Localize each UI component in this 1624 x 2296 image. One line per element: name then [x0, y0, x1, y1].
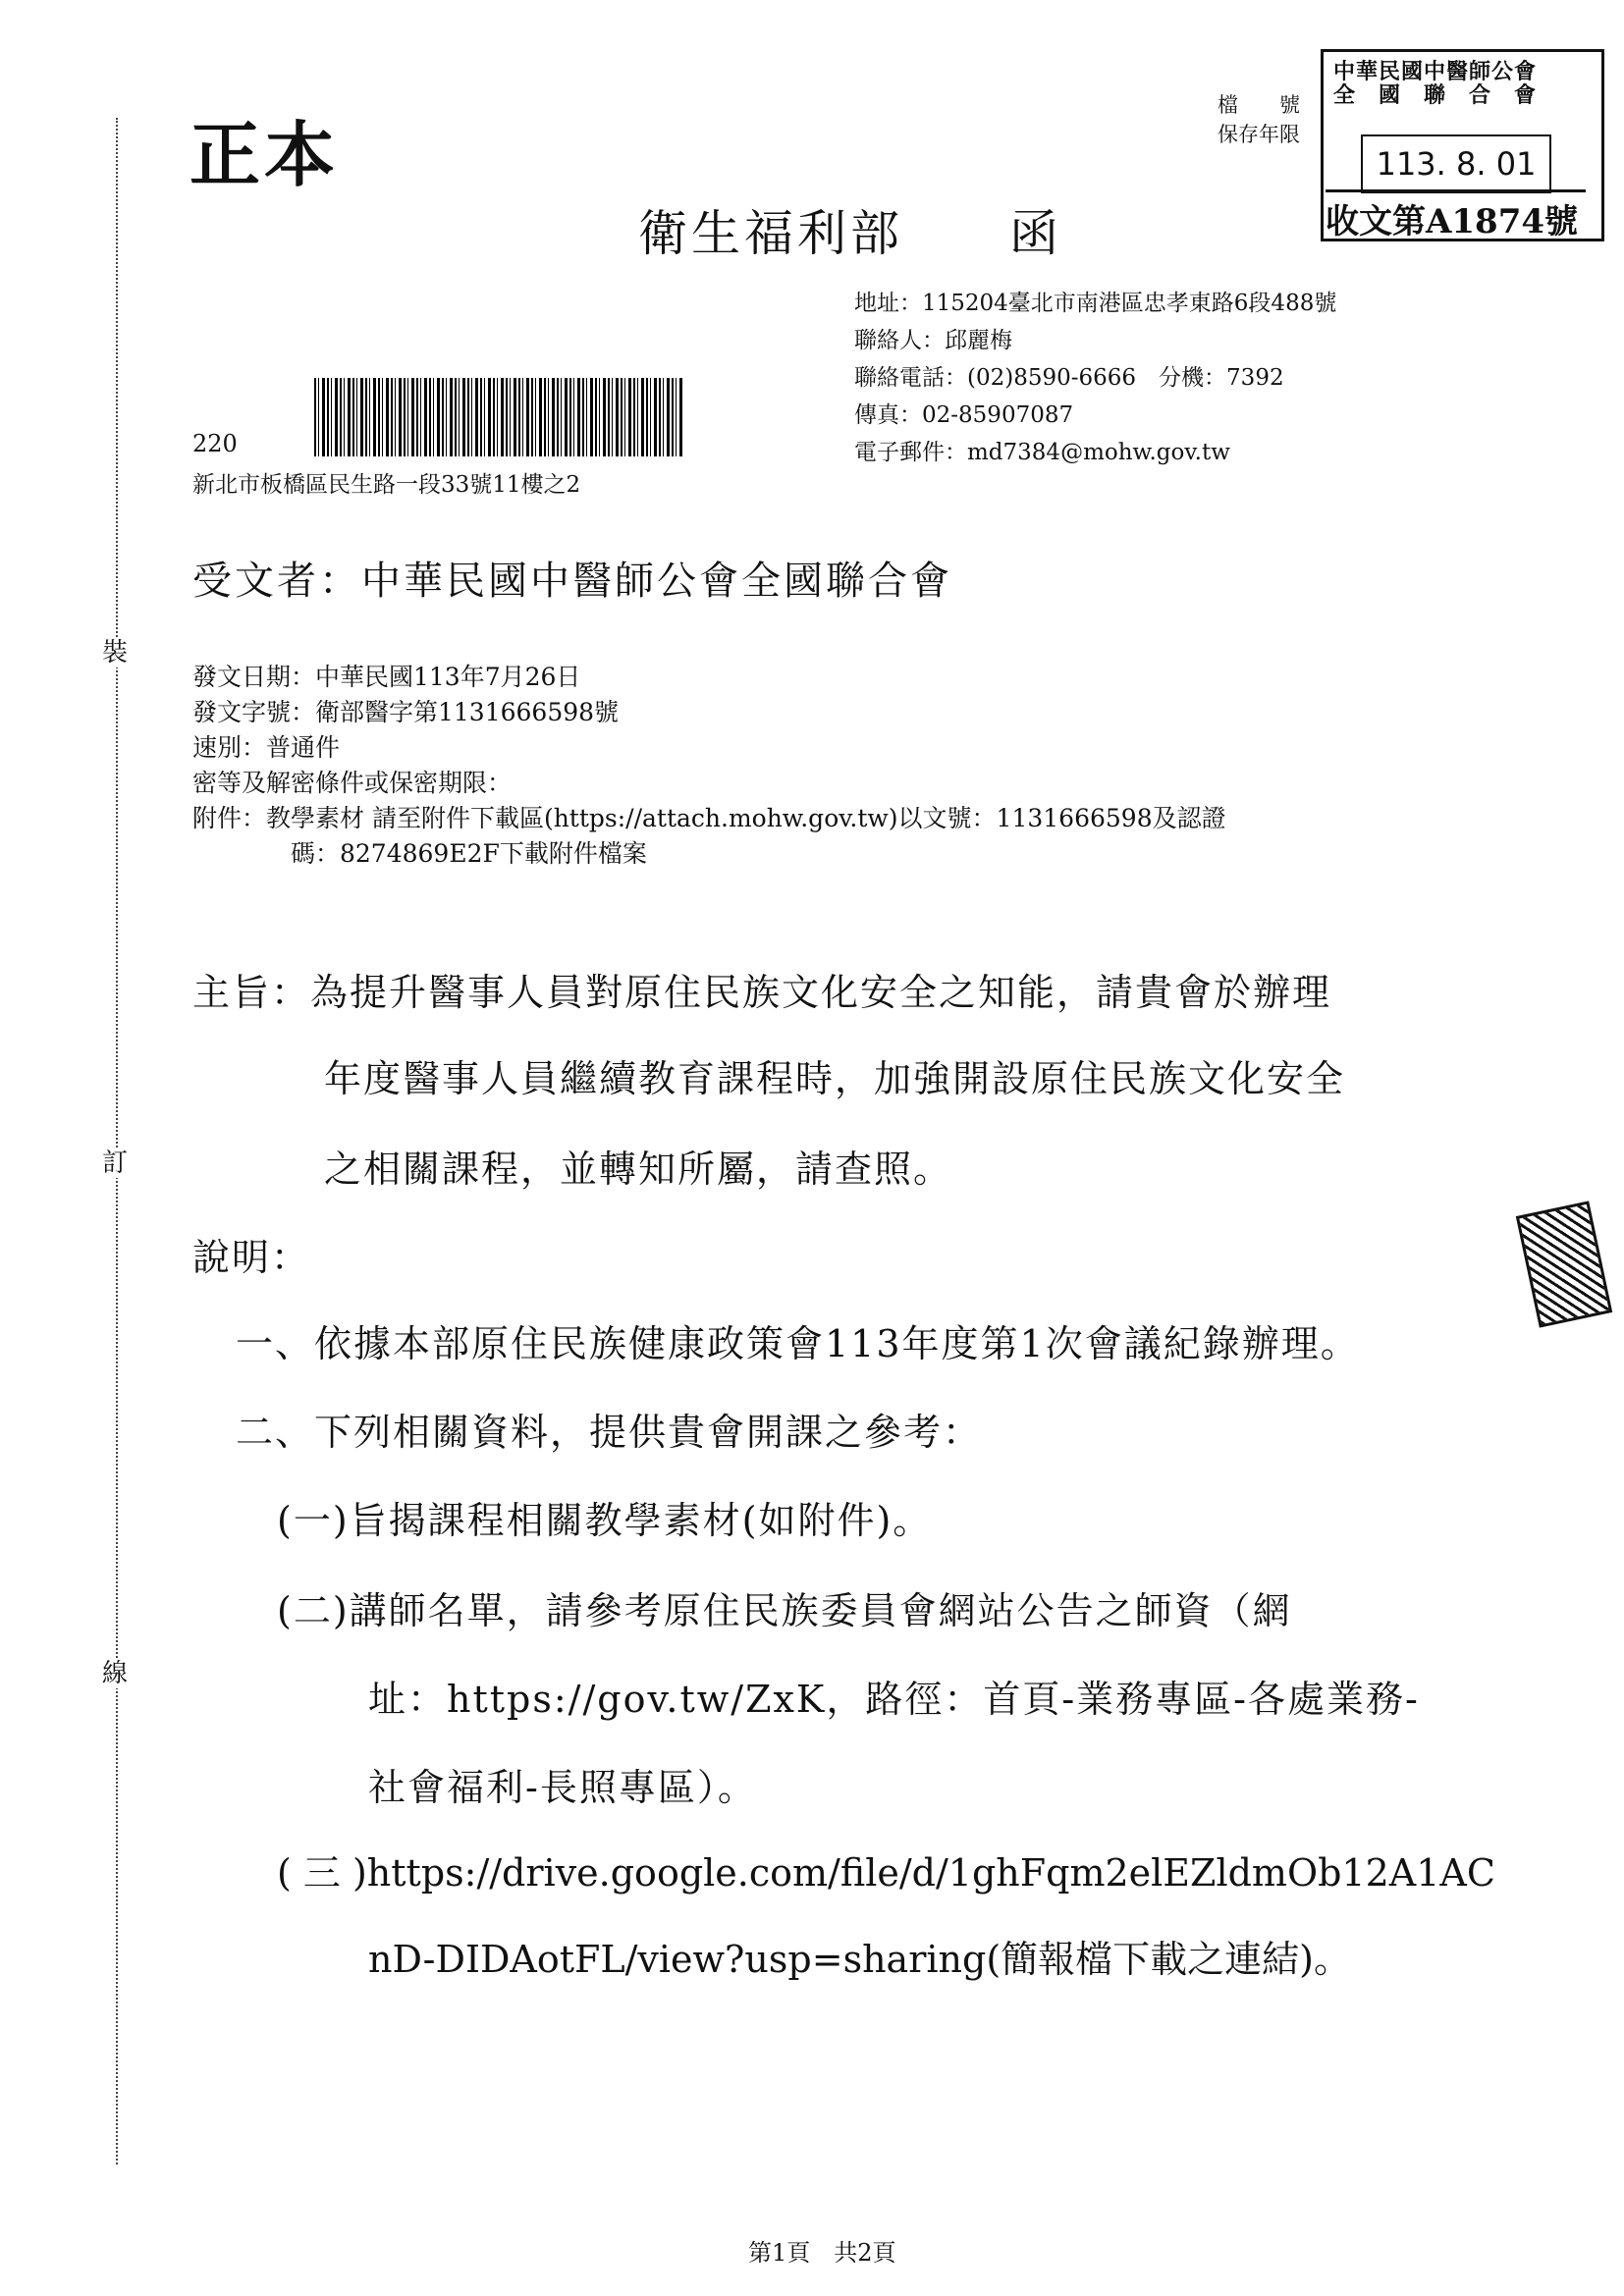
explanation-sub-1: (一)旨揭課程相關教學素材(如附件)。 [277, 1499, 933, 1542]
explanation-sub-3-line-2: nD-DIDAotFL/view?usp=sharing(簡報檔下載之連結)。 [368, 1938, 1351, 1981]
receipt-stamp-date: 113. 8. 01 [1361, 134, 1551, 193]
explanation-sub-2-line-1: (二)講師名單，請參考原住民族委員會網站公告之師資（網 [277, 1589, 1292, 1632]
explanation-item-2: 二、下列相關資料，提供貴會開課之參考： [236, 1411, 983, 1454]
sender-info [854, 285, 1336, 471]
receipt-stamp-org-line1: 中華民國中醫師公會 [1333, 59, 1538, 84]
document-meta [192, 660, 1226, 872]
subject-line-1: 主旨：為提升醫事人員對原住民族文化安全之知能，請貴會於辦理 [192, 971, 1332, 1014]
binding-char-middle: 訂 [102, 1148, 129, 1178]
subject-line-3: 之相關課程，並轉知所屬，請查照。 [324, 1148, 953, 1191]
explanation-item-1: 一、依據本部原住民族健康政策會113年度第1次會議紀錄辦理。 [236, 1322, 1360, 1365]
original-copy-mark: 正本 [189, 113, 340, 196]
receipt-stamp-number: 收文第A1874號 [1326, 189, 1586, 242]
issue-date: 發文日期：中華民國113年7月26日 [192, 663, 581, 691]
side-seal-stamp [1516, 1201, 1612, 1327]
sender-email: 電子郵件：md7384@mohw.gov.tw [854, 440, 1230, 465]
receipt-stamp-org-line2: 全 國 聯 合 會 [1333, 82, 1538, 108]
subject-line-2: 年度醫事人員繼續教育課程時，加強開設原住民族文化安全 [324, 1057, 1346, 1100]
sender-contact: 聯絡人：邱麗梅 [854, 328, 1012, 353]
binding-line [116, 118, 118, 2164]
attachment-line-2: 碼：8274869E2F下載附件檔案 [291, 839, 647, 868]
explanation-sub-3-line-1: ( 三 )https://drive.google.com/file/d/1ghFqm2elEZldmOb12A1AC [277, 1851, 1495, 1895]
document-number: 發文字號：衛部醫字第1131666598號 [192, 698, 620, 726]
page-footer: 第1頁 共2頁 [748, 2239, 896, 2267]
secrecy-level: 密等及解密條件或保密期限： [192, 769, 513, 797]
sender-address: 地址：115204臺北市南港區忠孝東路6段488號 [854, 291, 1337, 316]
barcode [314, 378, 682, 456]
explanation-sub-2-line-3: 社會福利-長照專區）。 [368, 1766, 757, 1809]
retention-label: 保存年限 [1218, 123, 1300, 146]
sender-phone: 聯絡電話：(02)8590-6666 分機：7392 [854, 365, 1284, 391]
binding-char-top: 裝 [102, 638, 129, 667]
explanation-sub-2-line-2: 址：https://gov.tw/ZxK，路徑：首頁-業務專區-各處業務- [368, 1678, 1420, 1721]
recipient-line: 受文者：中華民國中醫師公會全國聯合會 [192, 559, 952, 604]
file-number-label: 檔 號 [1218, 93, 1300, 117]
document-title: 衛生福利部 函 [638, 205, 1062, 262]
recipient-postcode: 220 [192, 430, 238, 457]
receipt-stamp [1321, 49, 1604, 241]
explanation-heading: 說明： [192, 1236, 311, 1279]
file-labels [1218, 90, 1300, 149]
binding-char-bottom: 線 [102, 1659, 129, 1688]
recipient-address: 新北市板橋區民生路一段33號11樓之2 [192, 472, 581, 498]
delivery-speed: 速別：普通件 [192, 733, 341, 762]
attachment-line-1: 附件：教學素材 請至附件下載區(https://attach.mohw.gov.tw)以文號：1131666598及認證 [192, 804, 1226, 832]
sender-fax: 傳真：02-85907087 [854, 402, 1074, 428]
